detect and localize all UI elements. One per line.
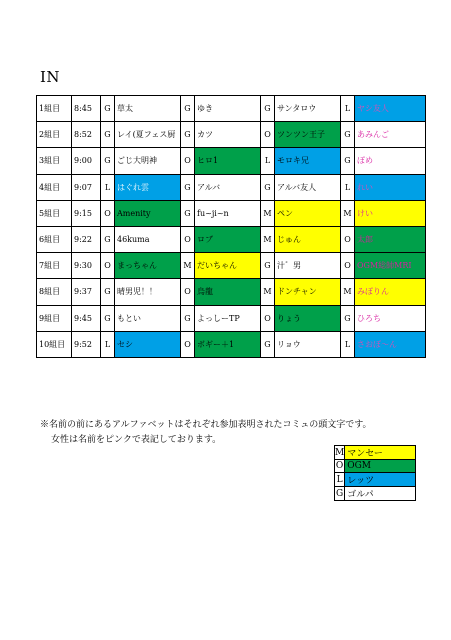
player-name: だいちゃん <box>195 253 261 279</box>
community-code: G <box>341 148 355 174</box>
community-code: G <box>261 174 275 200</box>
player-name: まっちゃん <box>115 253 181 279</box>
note-line-1: ※名前の前にあるアルファベットはそれぞれ参加表明されたコミュの頭文字です。 <box>40 420 372 430</box>
page-heading: IN <box>40 68 61 86</box>
legend-code: O <box>335 461 344 471</box>
group-label: 3組目 <box>37 148 72 174</box>
player-name: ツンツン王子 <box>275 122 341 148</box>
community-code: O <box>181 148 195 174</box>
legend-row <box>335 487 416 501</box>
community-code: M <box>181 253 195 279</box>
community-code: L <box>341 174 355 200</box>
tee-time: 9:37 <box>72 279 101 305</box>
community-legend <box>334 445 416 501</box>
player-name: 太郎 <box>355 226 426 252</box>
community-code: G <box>181 122 195 148</box>
player-name: モロキ兄 <box>275 148 341 174</box>
player-name: fu~ji~n <box>195 200 261 226</box>
player-name: セシ <box>115 331 181 357</box>
community-code: G <box>261 253 275 279</box>
player-name: りょう <box>275 305 341 331</box>
player-name: カツ <box>195 122 261 148</box>
tee-time: 9:30 <box>72 253 101 279</box>
group-label: 6組目 <box>37 226 72 252</box>
community-code: G <box>181 305 195 331</box>
community-code: M <box>341 200 355 226</box>
table-row <box>37 200 426 226</box>
player-name: ボギー＋1 <box>195 331 261 357</box>
community-code: G <box>181 174 195 200</box>
table-row <box>37 174 426 200</box>
tee-time: 9:45 <box>72 305 101 331</box>
community-code: G <box>101 148 115 174</box>
player-name: 烏龍 <box>195 279 261 305</box>
group-label: 2組目 <box>37 122 72 148</box>
tee-time-table <box>36 95 426 358</box>
community-code: L <box>101 174 115 200</box>
community-code: G <box>181 200 195 226</box>
community-code: G <box>261 96 275 122</box>
player-name: けい <box>355 200 426 226</box>
table-row <box>37 253 426 279</box>
community-code: G <box>101 96 115 122</box>
community-code: G <box>181 96 195 122</box>
community-code: O <box>341 226 355 252</box>
player-name: れい <box>355 174 426 200</box>
community-code: O <box>181 279 195 305</box>
legend-row <box>335 446 416 460</box>
tee-time: 9:15 <box>72 200 101 226</box>
player-name: ひろち <box>355 305 426 331</box>
group-label: 8組目 <box>37 279 72 305</box>
player-name: OGM総帥MRI <box>355 253 426 279</box>
player-name: ヤシ友人 <box>355 96 426 122</box>
tee-time: 9:00 <box>72 148 101 174</box>
legend-code: M <box>335 447 345 458</box>
group-label: 7組目 <box>37 253 72 279</box>
player-name: じゅん <box>275 226 341 252</box>
community-code: L <box>261 148 275 174</box>
community-code: M <box>261 226 275 252</box>
community-code: G <box>261 331 275 357</box>
community-code: M <box>261 279 275 305</box>
player-name: ペン <box>275 200 341 226</box>
player-name: よっしーTP <box>195 305 261 331</box>
player-name: アルバ <box>195 174 261 200</box>
community-code: O <box>181 331 195 357</box>
legend-label: ゴルパ <box>345 487 416 501</box>
group-label: 10組目 <box>37 331 72 357</box>
community-code: O <box>181 226 195 252</box>
player-name: ごじ大明神 <box>115 148 181 174</box>
legend-code: G <box>336 488 344 499</box>
player-name: 46kuma <box>115 226 181 252</box>
tee-time: 9:22 <box>72 226 101 252</box>
player-name: 晴男児！！ <box>115 279 181 305</box>
group-label: 9組目 <box>37 305 72 331</box>
legend-label: レッツ <box>345 473 416 487</box>
community-code: O <box>101 253 115 279</box>
player-name: はぐれ雲 <box>115 174 181 200</box>
player-name: さおぼ～ん <box>355 331 426 357</box>
table-row <box>37 305 426 331</box>
player-name: ロブ <box>195 226 261 252</box>
community-code: G <box>101 226 115 252</box>
legend-label: マンセー <box>345 446 416 460</box>
community-code: L <box>101 331 115 357</box>
player-name: あみんご <box>355 122 426 148</box>
player-name: みぽりん <box>355 279 426 305</box>
community-code: O <box>261 122 275 148</box>
tee-time: 8:52 <box>72 122 101 148</box>
group-label: 5組目 <box>37 200 72 226</box>
tee-time: 8:45 <box>72 96 101 122</box>
player-name: 草太 <box>115 96 181 122</box>
community-code: O <box>261 305 275 331</box>
group-label: 4組目 <box>37 174 72 200</box>
player-name: ぽめ <box>355 148 426 174</box>
table-row <box>37 148 426 174</box>
legend-row <box>335 473 416 487</box>
community-code: M <box>341 279 355 305</box>
legend-row <box>335 460 416 473</box>
note-line-2: 女性は名前をピンクで表記しております。 <box>51 435 222 445</box>
player-name: アルバ友人 <box>275 174 341 200</box>
player-name: ヒロ1 <box>195 148 261 174</box>
community-code: G <box>341 122 355 148</box>
community-code: O <box>101 200 115 226</box>
community-code: G <box>101 279 115 305</box>
community-code: G <box>101 122 115 148</box>
table-row <box>37 96 426 122</box>
community-code: L <box>341 96 355 122</box>
community-code: G <box>101 305 115 331</box>
player-name: Amenity <box>115 200 181 226</box>
legend-code: L <box>335 473 345 487</box>
tee-time: 9:52 <box>72 331 101 357</box>
table-row <box>37 226 426 252</box>
community-code: L <box>341 331 355 357</box>
table-row <box>37 122 426 148</box>
table-row <box>37 331 426 357</box>
community-code: O <box>341 253 355 279</box>
player-name: ドンチャン <box>275 279 341 305</box>
player-name: 汁゛男 <box>275 253 341 279</box>
tee-time: 9:07 <box>72 174 101 200</box>
community-code: G <box>341 305 355 331</box>
player-name: もとい <box>115 305 181 331</box>
legend-label: OGM <box>345 460 416 473</box>
player-name: レイ(夏フェス厨 <box>115 122 181 148</box>
player-name: サンタロウ <box>275 96 341 122</box>
group-label: 1組目 <box>37 96 72 122</box>
player-name: ゆき <box>195 96 261 122</box>
player-name: リョウ <box>275 331 341 357</box>
community-code: M <box>261 200 275 226</box>
table-row <box>37 279 426 305</box>
